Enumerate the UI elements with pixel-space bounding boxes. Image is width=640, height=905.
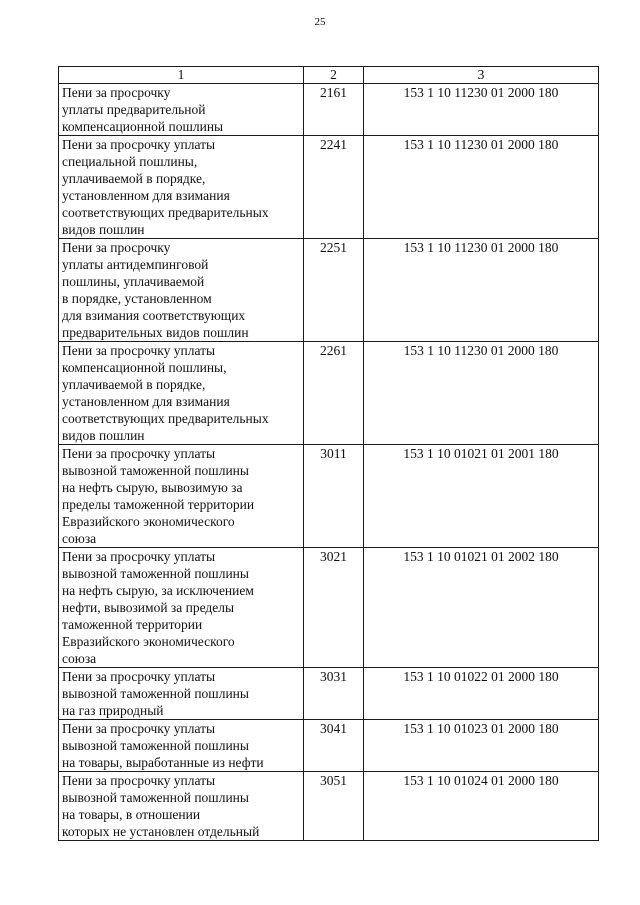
page-number: 25 bbox=[314, 16, 326, 28]
column-header-2: 2 bbox=[304, 67, 364, 84]
table-row bbox=[59, 445, 599, 548]
description-line: вывозной таможенной пошлины bbox=[62, 463, 249, 478]
column-header-3: 3 bbox=[364, 67, 599, 84]
description-line: видов пошлин bbox=[62, 428, 145, 443]
description-line: Евразийского экономического bbox=[62, 514, 235, 529]
payment-description-cell bbox=[59, 548, 304, 668]
budget-classification-code-cell: 153 1 10 11230 01 2000 180 bbox=[364, 342, 599, 445]
table-row bbox=[59, 720, 599, 772]
description-line: уплачиваемой в порядке, bbox=[62, 171, 206, 186]
payment-description-cell bbox=[59, 84, 304, 136]
budget-classification-code-cell: 153 1 10 11230 01 2000 180 bbox=[364, 84, 599, 136]
budget-classification-code-cell: 153 1 10 01023 01 2000 180 bbox=[364, 720, 599, 772]
description-line: уплаты предварительной bbox=[62, 102, 206, 117]
description-line: Пени за просрочку bbox=[62, 85, 171, 100]
payment-type-code-cell: 3041 bbox=[304, 720, 364, 772]
payment-type-code-cell: 2241 bbox=[304, 136, 364, 239]
description-line: на нефть сырую, вывозимую за bbox=[62, 480, 243, 495]
payment-description-cell bbox=[59, 772, 304, 841]
payment-type-code-cell: 2161 bbox=[304, 84, 364, 136]
description-line: пошлины, уплачиваемой bbox=[62, 274, 205, 289]
description-line: Евразийского экономического bbox=[62, 634, 235, 649]
description-line: Пени за просрочку уплаты bbox=[62, 669, 216, 684]
description-line: установленном для взимания bbox=[62, 394, 230, 409]
description-line: вывозной таможенной пошлины bbox=[62, 686, 249, 701]
description-line: соответствующих предварительных bbox=[62, 205, 269, 220]
payment-description-cell bbox=[59, 136, 304, 239]
table-row bbox=[59, 548, 599, 668]
description-line: вывозной таможенной пошлины bbox=[62, 790, 249, 805]
budget-classification-code-cell: 153 1 10 01024 01 2000 180 bbox=[364, 772, 599, 841]
payment-type-code-cell: 2251 bbox=[304, 239, 364, 342]
table-row bbox=[59, 136, 599, 239]
description-line: союза bbox=[62, 531, 97, 546]
payment-description-cell bbox=[59, 668, 304, 720]
description-line: на товары, в отношении bbox=[62, 807, 201, 822]
payment-codes-table bbox=[58, 66, 599, 841]
description-line: на товары, выработанные из нефти bbox=[62, 755, 264, 770]
description-line: союза bbox=[62, 651, 97, 666]
description-line: пределы таможенной территории bbox=[62, 497, 255, 512]
table-header-row bbox=[59, 67, 599, 84]
payment-type-code-cell: 3011 bbox=[304, 445, 364, 548]
budget-classification-code-cell: 153 1 10 01021 01 2001 180 bbox=[364, 445, 599, 548]
budget-classification-code-cell: 153 1 10 11230 01 2000 180 bbox=[364, 136, 599, 239]
description-line: Пени за просрочку уплаты bbox=[62, 343, 216, 358]
description-line: компенсационной пошлины, bbox=[62, 360, 227, 375]
payment-description-cell bbox=[59, 239, 304, 342]
table-row bbox=[59, 84, 599, 136]
description-line: нефти, вывозимой за пределы bbox=[62, 600, 235, 615]
payment-description-cell bbox=[59, 342, 304, 445]
description-line: вывозной таможенной пошлины bbox=[62, 738, 249, 753]
description-line: соответствующих предварительных bbox=[62, 411, 269, 426]
payment-type-code-cell: 2261 bbox=[304, 342, 364, 445]
description-line: специальной пошлины, bbox=[62, 154, 198, 169]
description-line: Пени за просрочку уплаты bbox=[62, 137, 216, 152]
description-line: Пени за просрочку уплаты bbox=[62, 446, 216, 461]
table-row bbox=[59, 772, 599, 841]
description-line: уплаты антидемпинговой bbox=[62, 257, 209, 272]
description-line: которых не установлен отдельный bbox=[62, 824, 260, 839]
description-line: Пени за просрочку уплаты bbox=[62, 721, 216, 736]
payment-type-code-cell: 3021 bbox=[304, 548, 364, 668]
description-line: вывозной таможенной пошлины bbox=[62, 566, 249, 581]
description-line: на газ природный bbox=[62, 703, 164, 718]
description-line: установленном для взимания bbox=[62, 188, 230, 203]
description-line: таможенной территории bbox=[62, 617, 203, 632]
description-line: в порядке, установленном bbox=[62, 291, 212, 306]
description-line: Пени за просрочку bbox=[62, 240, 171, 255]
column-header-1: 1 bbox=[59, 67, 304, 84]
description-line: видов пошлин bbox=[62, 222, 145, 237]
description-line: компенсационной пошлины bbox=[62, 119, 224, 134]
description-line: на нефть сырую, за исключением bbox=[62, 583, 254, 598]
table-row bbox=[59, 239, 599, 342]
description-line: предварительных видов пошлин bbox=[62, 325, 249, 340]
table-row bbox=[59, 342, 599, 445]
table-row bbox=[59, 668, 599, 720]
budget-classification-code-cell: 153 1 10 01021 01 2002 180 bbox=[364, 548, 599, 668]
description-line: Пени за просрочку уплаты bbox=[62, 773, 216, 788]
description-line: Пени за просрочку уплаты bbox=[62, 549, 216, 564]
description-line: для взимания соответствующих bbox=[62, 308, 246, 323]
payment-description-cell bbox=[59, 445, 304, 548]
payment-description-cell bbox=[59, 720, 304, 772]
budget-classification-code-cell: 153 1 10 01022 01 2000 180 bbox=[364, 668, 599, 720]
payment-type-code-cell: 3031 bbox=[304, 668, 364, 720]
budget-classification-code-cell: 153 1 10 11230 01 2000 180 bbox=[364, 239, 599, 342]
description-line: уплачиваемой в порядке, bbox=[62, 377, 206, 392]
payment-type-code-cell: 3051 bbox=[304, 772, 364, 841]
